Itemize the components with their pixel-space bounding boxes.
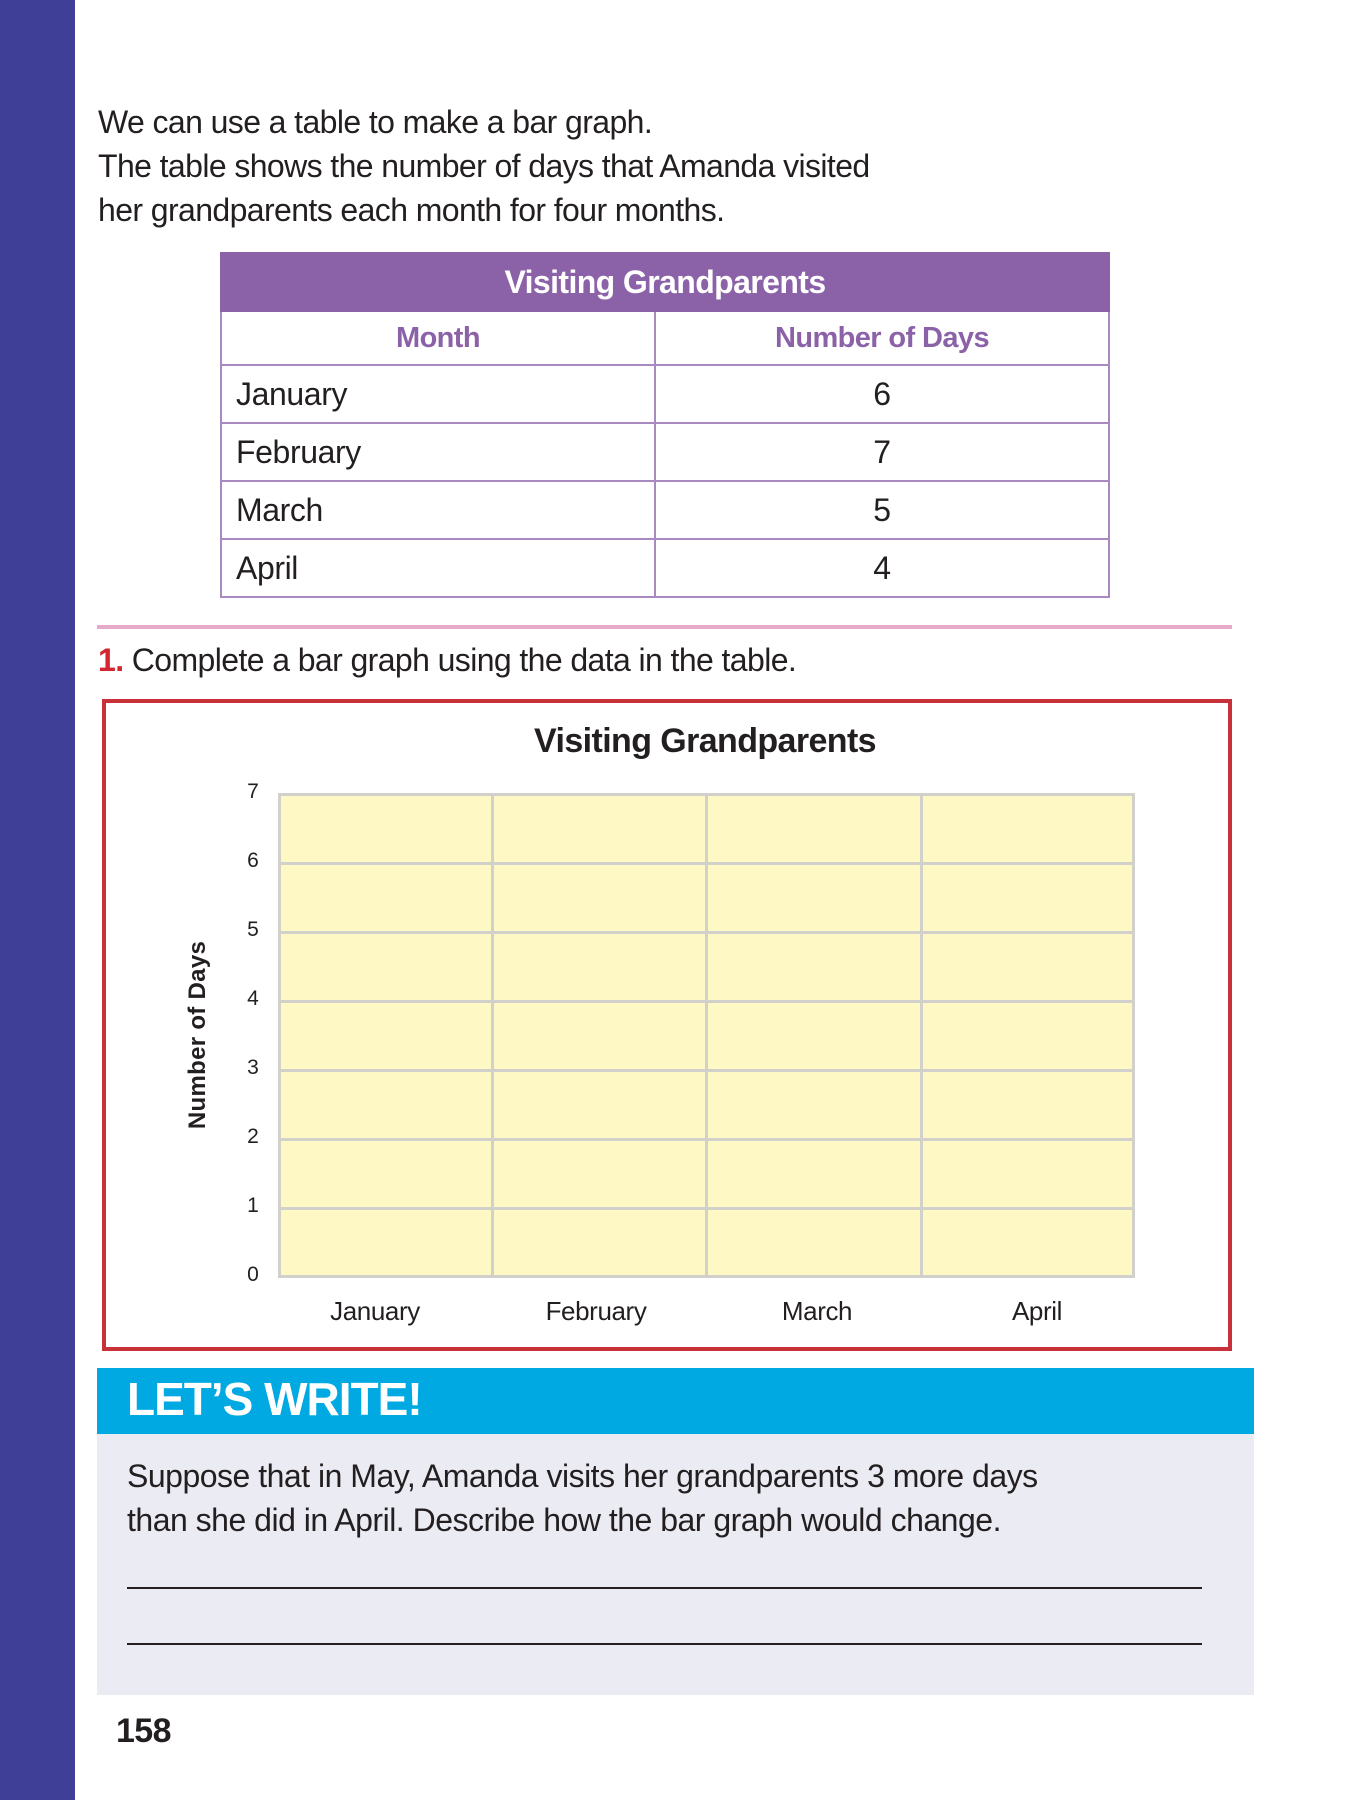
writing-prompt (127, 1454, 1038, 1542)
lets-write-title: LET’S WRITE! (127, 1373, 422, 1425)
chart-title: Visiting Grandparents (534, 722, 876, 760)
table-row (221, 481, 1109, 539)
x-tick-label: April (1011, 1296, 1062, 1326)
intro-line: The table shows the number of days that Amanda visited (98, 148, 870, 184)
y-tick-label: 5 (247, 918, 259, 941)
y-tick-label: 0 (247, 1263, 259, 1286)
cell-month: February (221, 423, 655, 481)
x-tick-label: January (330, 1296, 420, 1326)
intro-line: her grandparents each month for four months. (98, 192, 725, 228)
prompt-line: Suppose that in May, Amanda visits her grandparents 3 more days (127, 1458, 1038, 1494)
answer-line-1[interactable] (127, 1587, 1202, 1589)
page-number: 158 (116, 1712, 171, 1750)
intro-line: We can use a table to make a bar graph. (98, 104, 653, 140)
cell-month: January (221, 365, 655, 423)
y-tick-label: 2 (247, 1125, 259, 1148)
table-row (221, 423, 1109, 481)
cell-days: 5 (655, 481, 1109, 539)
cell-days: 7 (655, 423, 1109, 481)
column-header-month: Month (221, 311, 655, 365)
column-header-days: Number of Days (655, 311, 1109, 365)
x-tick-label: March (781, 1296, 853, 1326)
cell-days: 4 (655, 539, 1109, 597)
table-row (221, 365, 1109, 423)
question-number: 1. (98, 642, 124, 678)
lets-write-header (97, 1368, 1254, 1434)
cell-month: April (221, 539, 655, 597)
table-title: Visiting Grandparents (221, 253, 1109, 311)
intro-text (98, 100, 1098, 232)
cell-days: 6 (655, 365, 1109, 423)
y-tick-label: 3 (247, 1056, 259, 1079)
x-tick-label: February (545, 1296, 647, 1326)
page-sidebar-band (0, 0, 75, 1800)
lets-write-panel (97, 1434, 1254, 1695)
prompt-line: than she did in April. Describe how the bar graph would change. (127, 1502, 1001, 1538)
y-tick-label: 7 (247, 780, 259, 803)
cell-month: March (221, 481, 655, 539)
data-table (220, 252, 1110, 598)
y-tick-label: 1 (247, 1194, 259, 1217)
y-tick-label: 4 (247, 987, 259, 1010)
chart-plot-area[interactable] (278, 793, 1135, 1278)
column-divider (705, 796, 708, 1275)
column-divider (920, 796, 923, 1275)
answer-line-2[interactable] (127, 1643, 1202, 1645)
section-divider (97, 625, 1232, 629)
y-axis-label: Number of Days (184, 940, 211, 1130)
question-text: Complete a bar graph using the data in the table. (123, 642, 797, 678)
column-divider (491, 796, 494, 1275)
y-tick-label: 6 (247, 849, 259, 872)
table-row (221, 539, 1109, 597)
question-1 (98, 638, 796, 682)
